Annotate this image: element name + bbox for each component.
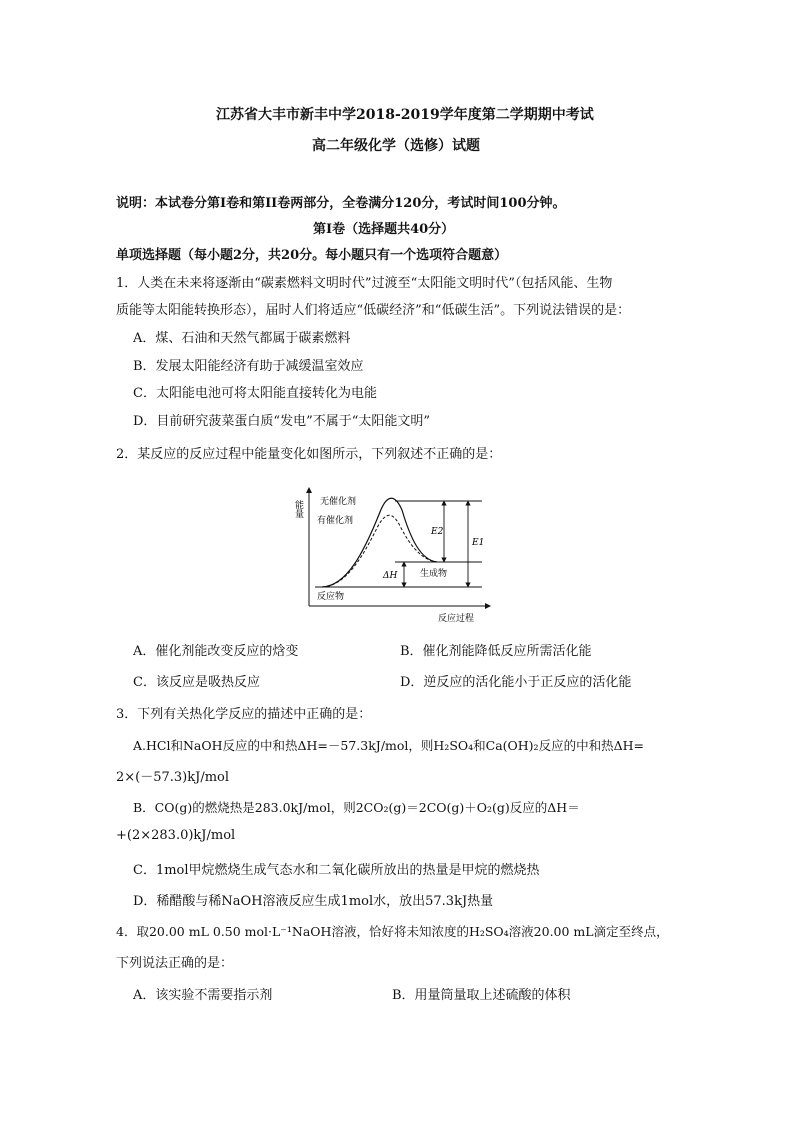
- q3-option-b-line1: B．CO(g)的燃烧热是283.0kJ/mol，则2CO₂(g)＝2CO(g)＋O₂(g)反应的ΔH＝: [133, 800, 580, 815]
- q1-option-c: C．太阳能电池可将太阳能直接转化为电能: [133, 386, 377, 401]
- q3-option-b-line2: +(2×283.0)kJ/mol: [116, 828, 236, 843]
- energy-diagram: [292, 482, 498, 628]
- section-title: 单项选择题（每小题2分，共20分。每小题只有一个选项符合题意）: [116, 248, 508, 263]
- q2-option-c: C．该反应是吸热反应: [133, 675, 260, 690]
- q1-option-d: D．目前研究菠菜蛋白质“发电”不属于“太阳能文明”: [133, 414, 431, 429]
- e2-label: E2: [431, 527, 444, 537]
- y-axis-label: 能量: [293, 500, 303, 518]
- q3-option-a-line1: A.HCl和NaOH反应的中和热ΔH=－57.3kJ/mol，则H₂SO₄和Ca(OH)₂反应的中和热ΔH=: [133, 738, 644, 753]
- e1-label: E1: [472, 538, 485, 548]
- q3-stem: 3．下列有关热化学反应的描述中正确的是：: [116, 707, 372, 722]
- dh-label: ΔH: [383, 571, 398, 581]
- q1-stem-line1: 1．人类在未来将逐渐由“碳素燃料文明时代”过渡至“太阳能文明时代”（包括风能、生物: [116, 276, 613, 291]
- product-label: 生成物: [420, 569, 448, 579]
- x-axis-label: 反应过程: [438, 614, 475, 624]
- exam-subject-title: 高二年级化学（选修）试题: [312, 138, 480, 154]
- q1-option-a: A．煤、石油和天然气都属于碳素燃料: [133, 331, 351, 346]
- q1-option-b: B．发展太阳能经济有助于减缓温室效应: [133, 359, 364, 374]
- q3-option-d: D．稀醋酸与稀NaOH溶液反应生成1mol水，放出57.3kJ热量: [133, 894, 494, 909]
- q2-option-d: D．逆反应的活化能小于正反应的活化能: [400, 675, 632, 690]
- q3-option-c: C．1mol甲烷燃烧生成气态水和二氧化碳所放出的热量是甲烷的燃烧热: [133, 863, 540, 878]
- q2-stem: 2．某反应的反应过程中能量变化如图所示，下列叙述不正确的是：: [116, 447, 502, 462]
- q1-stem-line2: 质能等太阳能转换形态），届时人们将适应“低碳经济”和“低碳生活”。下列说法错误的是：: [116, 303, 631, 318]
- q2-option-b: B．催化剂能降低反应所需活化能: [400, 644, 592, 659]
- q4-stem-line2: 下列说法正确的是：: [116, 956, 234, 971]
- q3-option-a-line2: 2×(－57.3)kJ/mol: [116, 770, 230, 785]
- exam-school-title: 江苏省大丰市新丰中学2018-2019学年度第二学期期中考试: [216, 107, 594, 123]
- part1-title: 第Ⅰ卷（选择题共40分）: [313, 222, 455, 237]
- reactant-label: 反应物: [317, 592, 345, 602]
- q2-option-a: A．催化剂能改变反应的焓变: [133, 644, 299, 659]
- exam-instructions: 说明：本试卷分第Ⅰ卷和第II卷两部分，全卷满分120分，考试时间100分钟。: [116, 196, 566, 211]
- q4-stem-line1: 4．取20.00 mL 0.50 mol·L⁻¹NaOH溶液，恰好将未知浓度的H₂SO₄溶液20.00 mL滴定至终点，: [116, 924, 669, 939]
- uncatalyzed-label: 无催化剂: [320, 497, 357, 507]
- catalyzed-label: 有催化剂: [317, 516, 354, 526]
- q4-option-a: A．该实验不需要指示剂: [133, 988, 273, 1003]
- q4-option-b: B．用量筒量取上述硫酸的体积: [392, 988, 571, 1003]
